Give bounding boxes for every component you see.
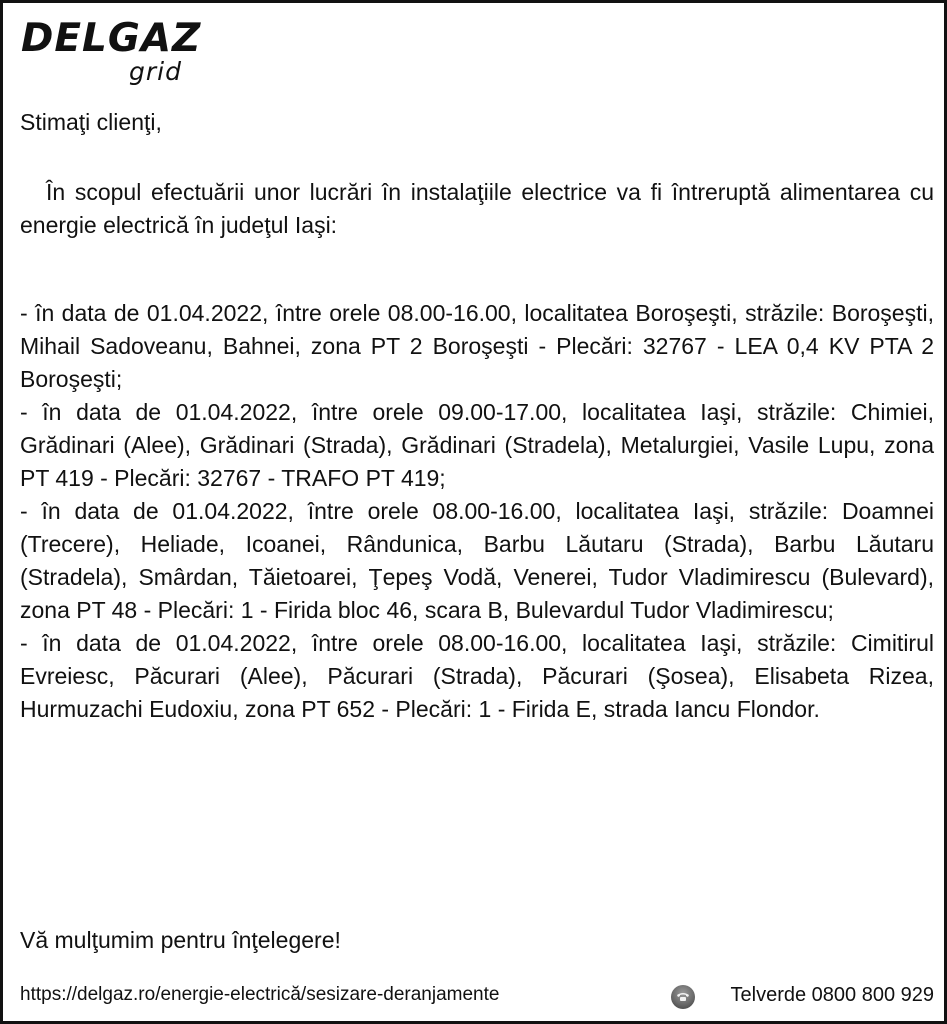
outage-item: - în data de 01.04.2022, între orele 08.00-16.00, localitatea Iaşi, străzile: Doamnei (Trecere), Heliade, Icoanei, Rândunica, Barbu Lăutaru (Strada), Barbu Lăutaru (Stradela), Smârdan, Tăietoarei, Ţepeş Vodă, Venerei, Tudor Vladimirescu (Bulevard), zona PT 48 - Plecări: 1 - Firida bloc 46, scara B, Bulevardul Tudor Vladimirescu; — [20, 498, 934, 623]
greeting: Stimaţi clienţi, — [20, 109, 162, 135]
logo-sub: grid — [129, 57, 182, 86]
outage-list — [20, 297, 934, 726]
outage-item: - în data de 01.04.2022, între orele 08.00-16.00, localitatea Boroşeşti, străzile: Boroşeşti, Mihail Sadoveanu, Bahnei, zona PT 2 Boroşeşti - Plecări: 32767 - LEA 0,4 KV PTA 2 Boroşeşti; — [20, 300, 934, 392]
hotline-number: Telverde 0800 800 929 — [730, 984, 934, 1006]
logo-brand: DELGAZ — [21, 16, 202, 61]
outage-item: - în data de 01.04.2022, între orele 09.00-17.00, localitatea Iaşi, străzile: Chimiei, Grădinari (Alee), Grădinari (Strada), Grădinari (Stradela), Metalurgiei, Vasile Lupu, zona PT 419 - Plecări: 32767 - TRAFO PT 419; — [20, 399, 934, 491]
hotline — [671, 978, 935, 1012]
intro-paragraph: În scopul efectuării unor lucrări în instalaţiile electrice va fi întreruptă alimentarea cu energie electrică în judeţul Iaşi: — [20, 179, 934, 238]
footer — [20, 978, 934, 1012]
outage-item: - în data de 01.04.2022, între orele 08.00-16.00, localitatea Iaşi, străzile: Cimitirul Evreiesc, Păcurari (Alee), Păcurari (Strada), Păcurari (Şosea), Elisabeta Rizea, Hurmuzachi Eudoxiu, zona PT 652 - Plecări: 1 - Firida E, strada Iancu Flondor. — [20, 630, 934, 722]
telephone-icon — [671, 985, 695, 1009]
delgaz-grid-logo — [21, 17, 201, 87]
thanks-message: Vă mulţumim pentru înţelegere! — [20, 927, 341, 953]
report-outage-link[interactable]: https://delgaz.ro/energie-electrică/sesizare-deranjamente — [20, 984, 500, 1005]
